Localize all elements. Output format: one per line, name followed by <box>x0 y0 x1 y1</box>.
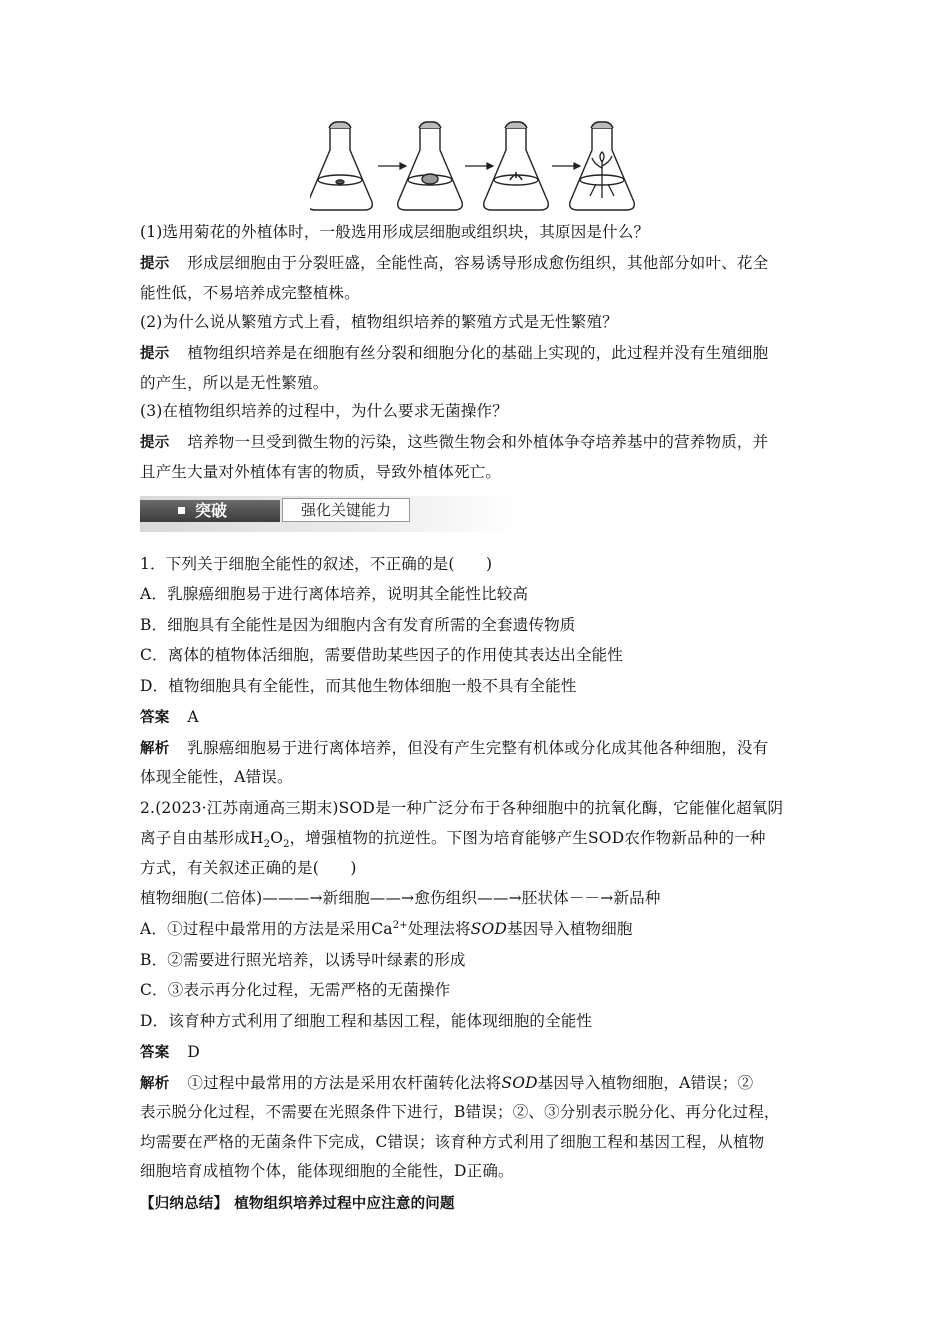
hint-label: 提示 <box>140 256 170 272</box>
question-2: (2)为什么说从繁殖方式上看，植物组织培养的繁殖方式是无性繁殖？ <box>140 313 618 331</box>
hint-label: 提示 <box>140 435 170 451</box>
analysis-label: 解析 <box>140 1076 170 1092</box>
flask-icon <box>398 122 463 210</box>
problem-2-option-d: D．该育种方式利用了细胞工程和基因工程，能体现细胞的全能性 <box>140 1012 593 1030</box>
problem-1-analysis-line-2: 体现全能性，A错误。 <box>140 768 293 786</box>
problem-2-stem-line-1: 2.(2023·江苏南通高三期末)SOD是一种广泛分布于各种细胞中的抗氧化酶，它能催化超氧阴 <box>140 799 784 817</box>
problem-2-option-c: C．③表示再分化过程，无需严格的无菌操作 <box>140 981 451 999</box>
summary-label: 【归纳总结】 <box>140 1196 229 1212</box>
problem-2-analysis-line-1: 解析 ①过程中最常用的方法是采用农杆菌转化法将SOD基因导入植物细胞，A错误；② <box>140 1074 754 1092</box>
problem-2-answer: 答案 D <box>140 1043 201 1061</box>
problem-1-option-d: D．植物细胞具有全能性，而其他生物体细胞一般不具有全能性 <box>140 677 577 695</box>
problem-1-analysis-line-1: 解析 乳腺癌细胞易于进行离体培养，但没有产生完整有机体或分化成其他各种细胞，没有 <box>140 739 769 757</box>
hint-2-line-2: 的产生，所以是无性繁殖。 <box>140 374 329 392</box>
problem-2-stem-line-2: 离子自由基形成$H_2O_2$，增强植物的抗逆性。下图为培育能够产生SOD农作物新品种的一种 <box>140 829 766 851</box>
tissue-culture-figure <box>310 118 640 218</box>
section-banner <box>140 496 518 532</box>
square-icon <box>178 507 185 514</box>
question-1: (1)选用菊花的外植体时，一般选用形成层细胞或组织块，其原因是什么？ <box>140 223 650 241</box>
problem-2-option-b: B．②需要进行照光培养，以诱导叶绿素的形成 <box>140 951 466 969</box>
summary-heading <box>140 1192 820 1215</box>
problem-2-analysis-line-4: 细胞培育成植物个体，能体现细胞的全能性，D正确。 <box>140 1162 514 1180</box>
problem-2-option-a: A．①过程中最常用的方法是采用$Ca^{2+}$处理法将SOD基因导入植物细胞 <box>140 919 633 938</box>
problem-1-option-a: A．乳腺癌细胞易于进行离体培养，说明其全能性比较高 <box>140 585 529 603</box>
problem-1-stem: 1．下列关于细胞全能性的叙述，不正确的是( ) <box>140 555 493 573</box>
banner-right: 强化关键能力 <box>282 498 410 522</box>
banner-left: 突破 <box>140 500 280 522</box>
problem-1-answer: 答案 A <box>140 708 199 726</box>
hint-1-line-2: 能性低，不易培养成完整植株。 <box>140 284 360 302</box>
problem-2-process: 植物细胞(二倍体)———→新细胞——→愈伤组织——→胚状体－－→新品种 <box>140 889 661 907</box>
hint-3-line-1: 提示 培养物一旦受到微生物的污染，这些微生物会和外植体争夺培养基中的营养物质，并 <box>140 433 769 451</box>
analysis-label: 解析 <box>140 741 170 757</box>
answer-label: 答案 <box>140 710 170 726</box>
problem-2-analysis-line-2: 表示脱分化过程，不需要在光照条件下进行，B错误；②、③分别表示脱分化、再分化过程， <box>140 1103 780 1121</box>
hint-3-line-2: 且产生大量对外植体有害的物质，导致外植体死亡。 <box>140 463 502 481</box>
arrow-right-icon <box>378 163 406 169</box>
arrow-right-icon <box>465 163 493 169</box>
hint-2-line-1: 提示 植物组织培养是在细胞有丝分裂和细胞分化的基础上实现的，此过程并没有生殖细胞 <box>140 344 769 362</box>
hint-1-line-1: 提示 形成层细胞由于分裂旺盛，全能性高，容易诱导形成愈伤组织，其他部分如叶、花全 <box>140 254 769 272</box>
hint-label: 提示 <box>140 346 170 362</box>
problem-1-option-b: B．细胞具有全能性是因为细胞内含有发育所需的全套遗传物质 <box>140 616 576 634</box>
problem-1-option-c: C．离体的植物体活细胞，需要借助某些因子的作用使其表达出全能性 <box>140 646 624 664</box>
summary-title: 植物组织培养过程中应注意的问题 <box>234 1196 455 1212</box>
problem-2-analysis-line-3: 均需要在严格的无菌条件下完成，C错误；该育种方式利用了细胞工程和基因工程，从植物 <box>140 1133 765 1151</box>
flask-icon <box>310 122 372 210</box>
question-3: (3)在植物组织培养的过程中，为什么要求无菌操作？ <box>140 402 508 420</box>
problem-2-stem-line-3: 方式，有关叙述正确的是( ) <box>140 859 357 877</box>
answer-label: 答案 <box>140 1045 170 1061</box>
arrow-right-icon <box>552 163 580 169</box>
